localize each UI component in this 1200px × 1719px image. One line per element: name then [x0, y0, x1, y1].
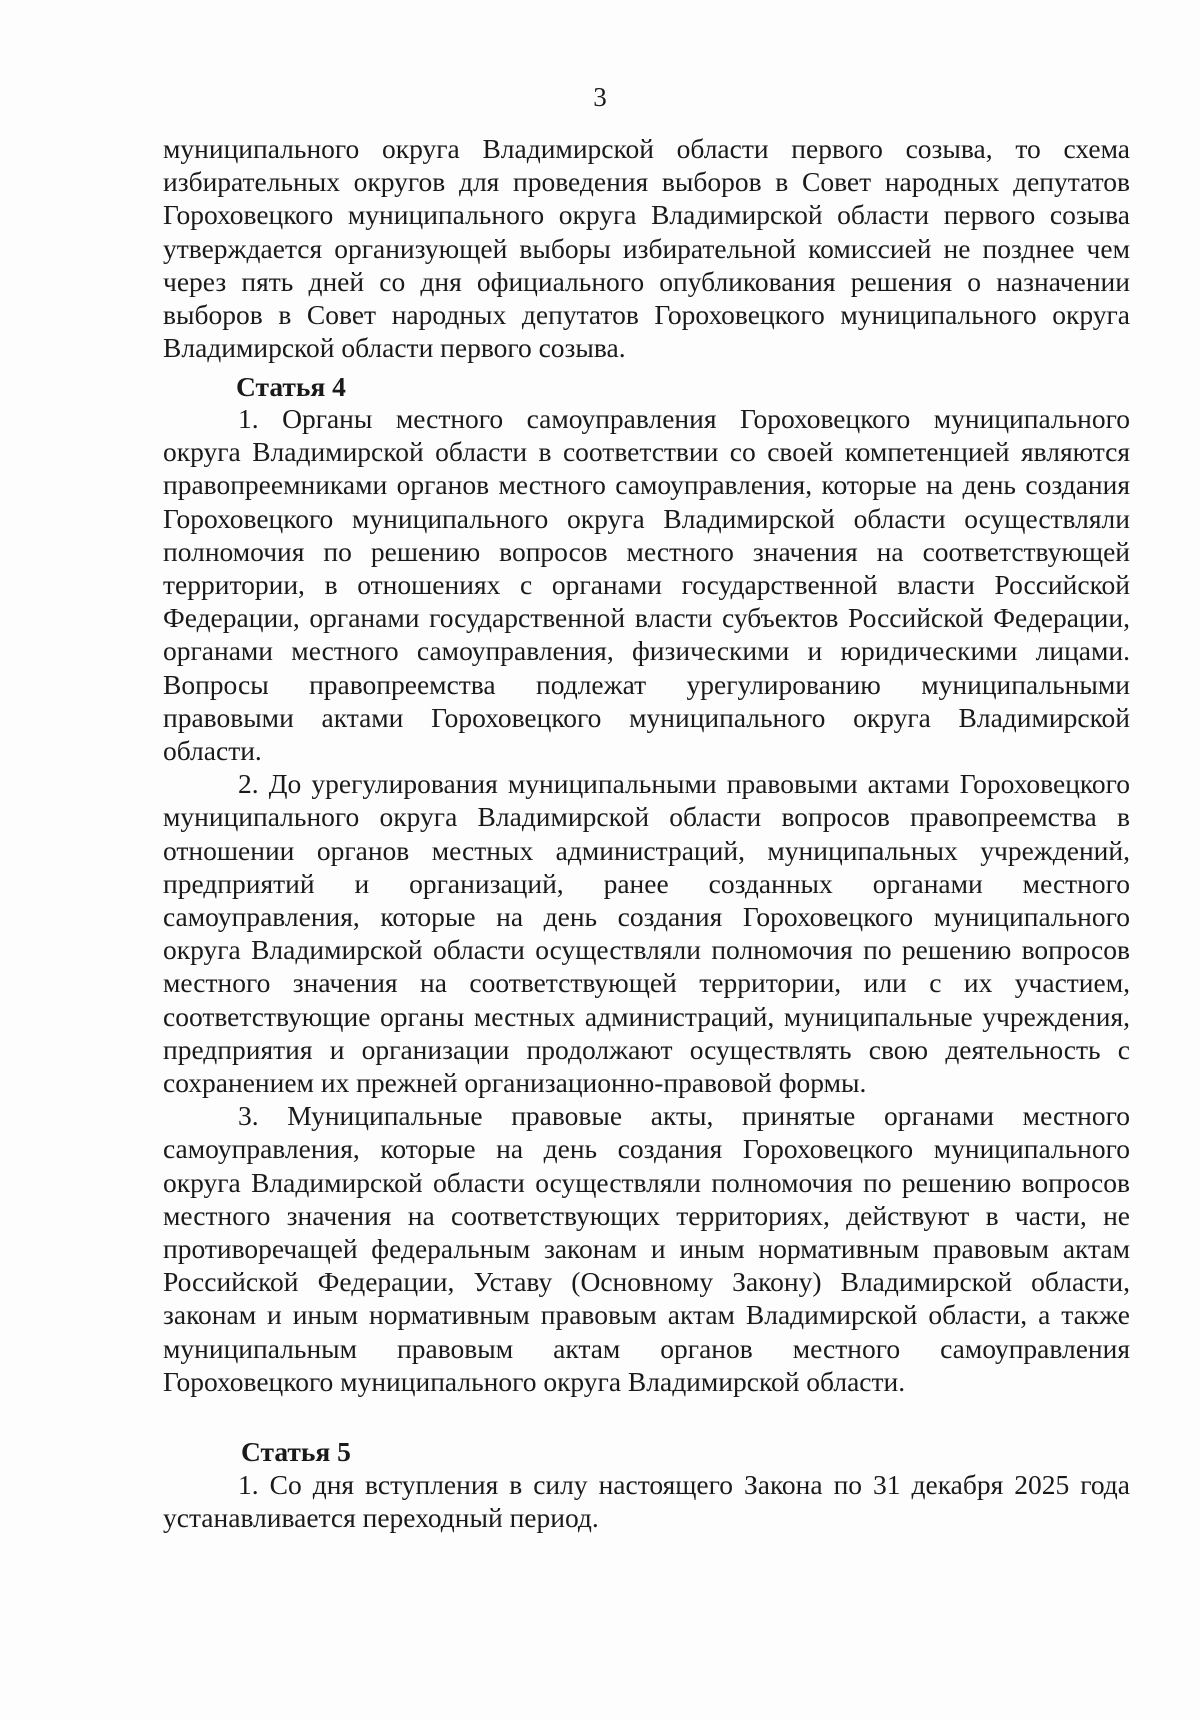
- article-4-paragraph-2: 2. До урегулирования муниципальными правовыми актами Гороховецкого муниципального округа Владимирской области вопросов правопреемства в отношении органов местных администраций, муниципальных учреждений, предприятий и организаций, ранее созданных органами местного самоуправления, которые на день создания Гороховецкого муниципального округа Владимирской области осуществляли полномочия по решению вопросов местного значения на соответствующей территории, или с их участием, соответствующие органы местных администраций, муниципальные учреждения, предприятия и организации продолжают осуществлять свою деятельность с сохранением их прежней организационно-правовой формы.: [163, 768, 1130, 1099]
- page-number: 3: [593, 82, 607, 112]
- article-5-paragraph-1: 1. Со дня вступления в силу настоящего Закона по 31 декабря 2025 года устанавливается переходный период.: [163, 1469, 1130, 1534]
- intro-paragraph: муниципального округа Владимирской области первого созыва, то схема избирательных округов для проведения выборов в Совет народных депутатов Гороховецкого муниципального округа Владимирской области первого созыва утверждается организующей выборы избирательной комиссией не позднее чем через пять дней со дня официального опубликования решения о назначении выборов в Совет народных депутатов Гороховецкого муниципального округа Владимирской области первого созыва.: [163, 133, 1130, 364]
- article-5-heading: Статья 5: [241, 1436, 351, 1467]
- article-4-heading: Статья 4: [236, 371, 346, 402]
- article-4-body: [163, 402, 1130, 1398]
- article-5-body: [163, 1468, 1130, 1534]
- article-4-paragraph-3: 3. Муниципальные правовые акты, принятые органами местного самоуправления, которые на день создания Гороховецкого муниципального округа Владимирской области осуществляли полномочия по решению вопросов местного значения на соответствующих территориях, действуют в части, не противоречащей федеральным законам и иным нормативным правовым актам Российской Федерации, Уставу (Основному Закону) Владимирской области, законам и иным нормативным правовым актам Владимирской области, а также муниципальным правовым актам органов местного самоуправления Гороховецкого муниципального округа Владимирской области.: [163, 1100, 1130, 1397]
- article-4-paragraph-1: 1. Органы местного самоуправления Гороховецкого муниципального округа Владимирской области в соответствии со своей компетенцией являются правопреемниками органов местного самоуправления, которые на день создания Гороховецкого муниципального округа Владимирской области осуществляли полномочия по решению вопросов местного значения на соответствующей территории, в отношениях с органами государственной власти Российской Федерации, органами государственной власти субъектов Российской Федерации, органами местного самоуправления, физическими и юридическими лицами. Вопросы правопреемства подлежат урегулированию муниципальными правовыми актами Гороховецкого муниципального округа Владимирской области.: [163, 403, 1130, 767]
- intro-paragraph-block: [163, 132, 1130, 364]
